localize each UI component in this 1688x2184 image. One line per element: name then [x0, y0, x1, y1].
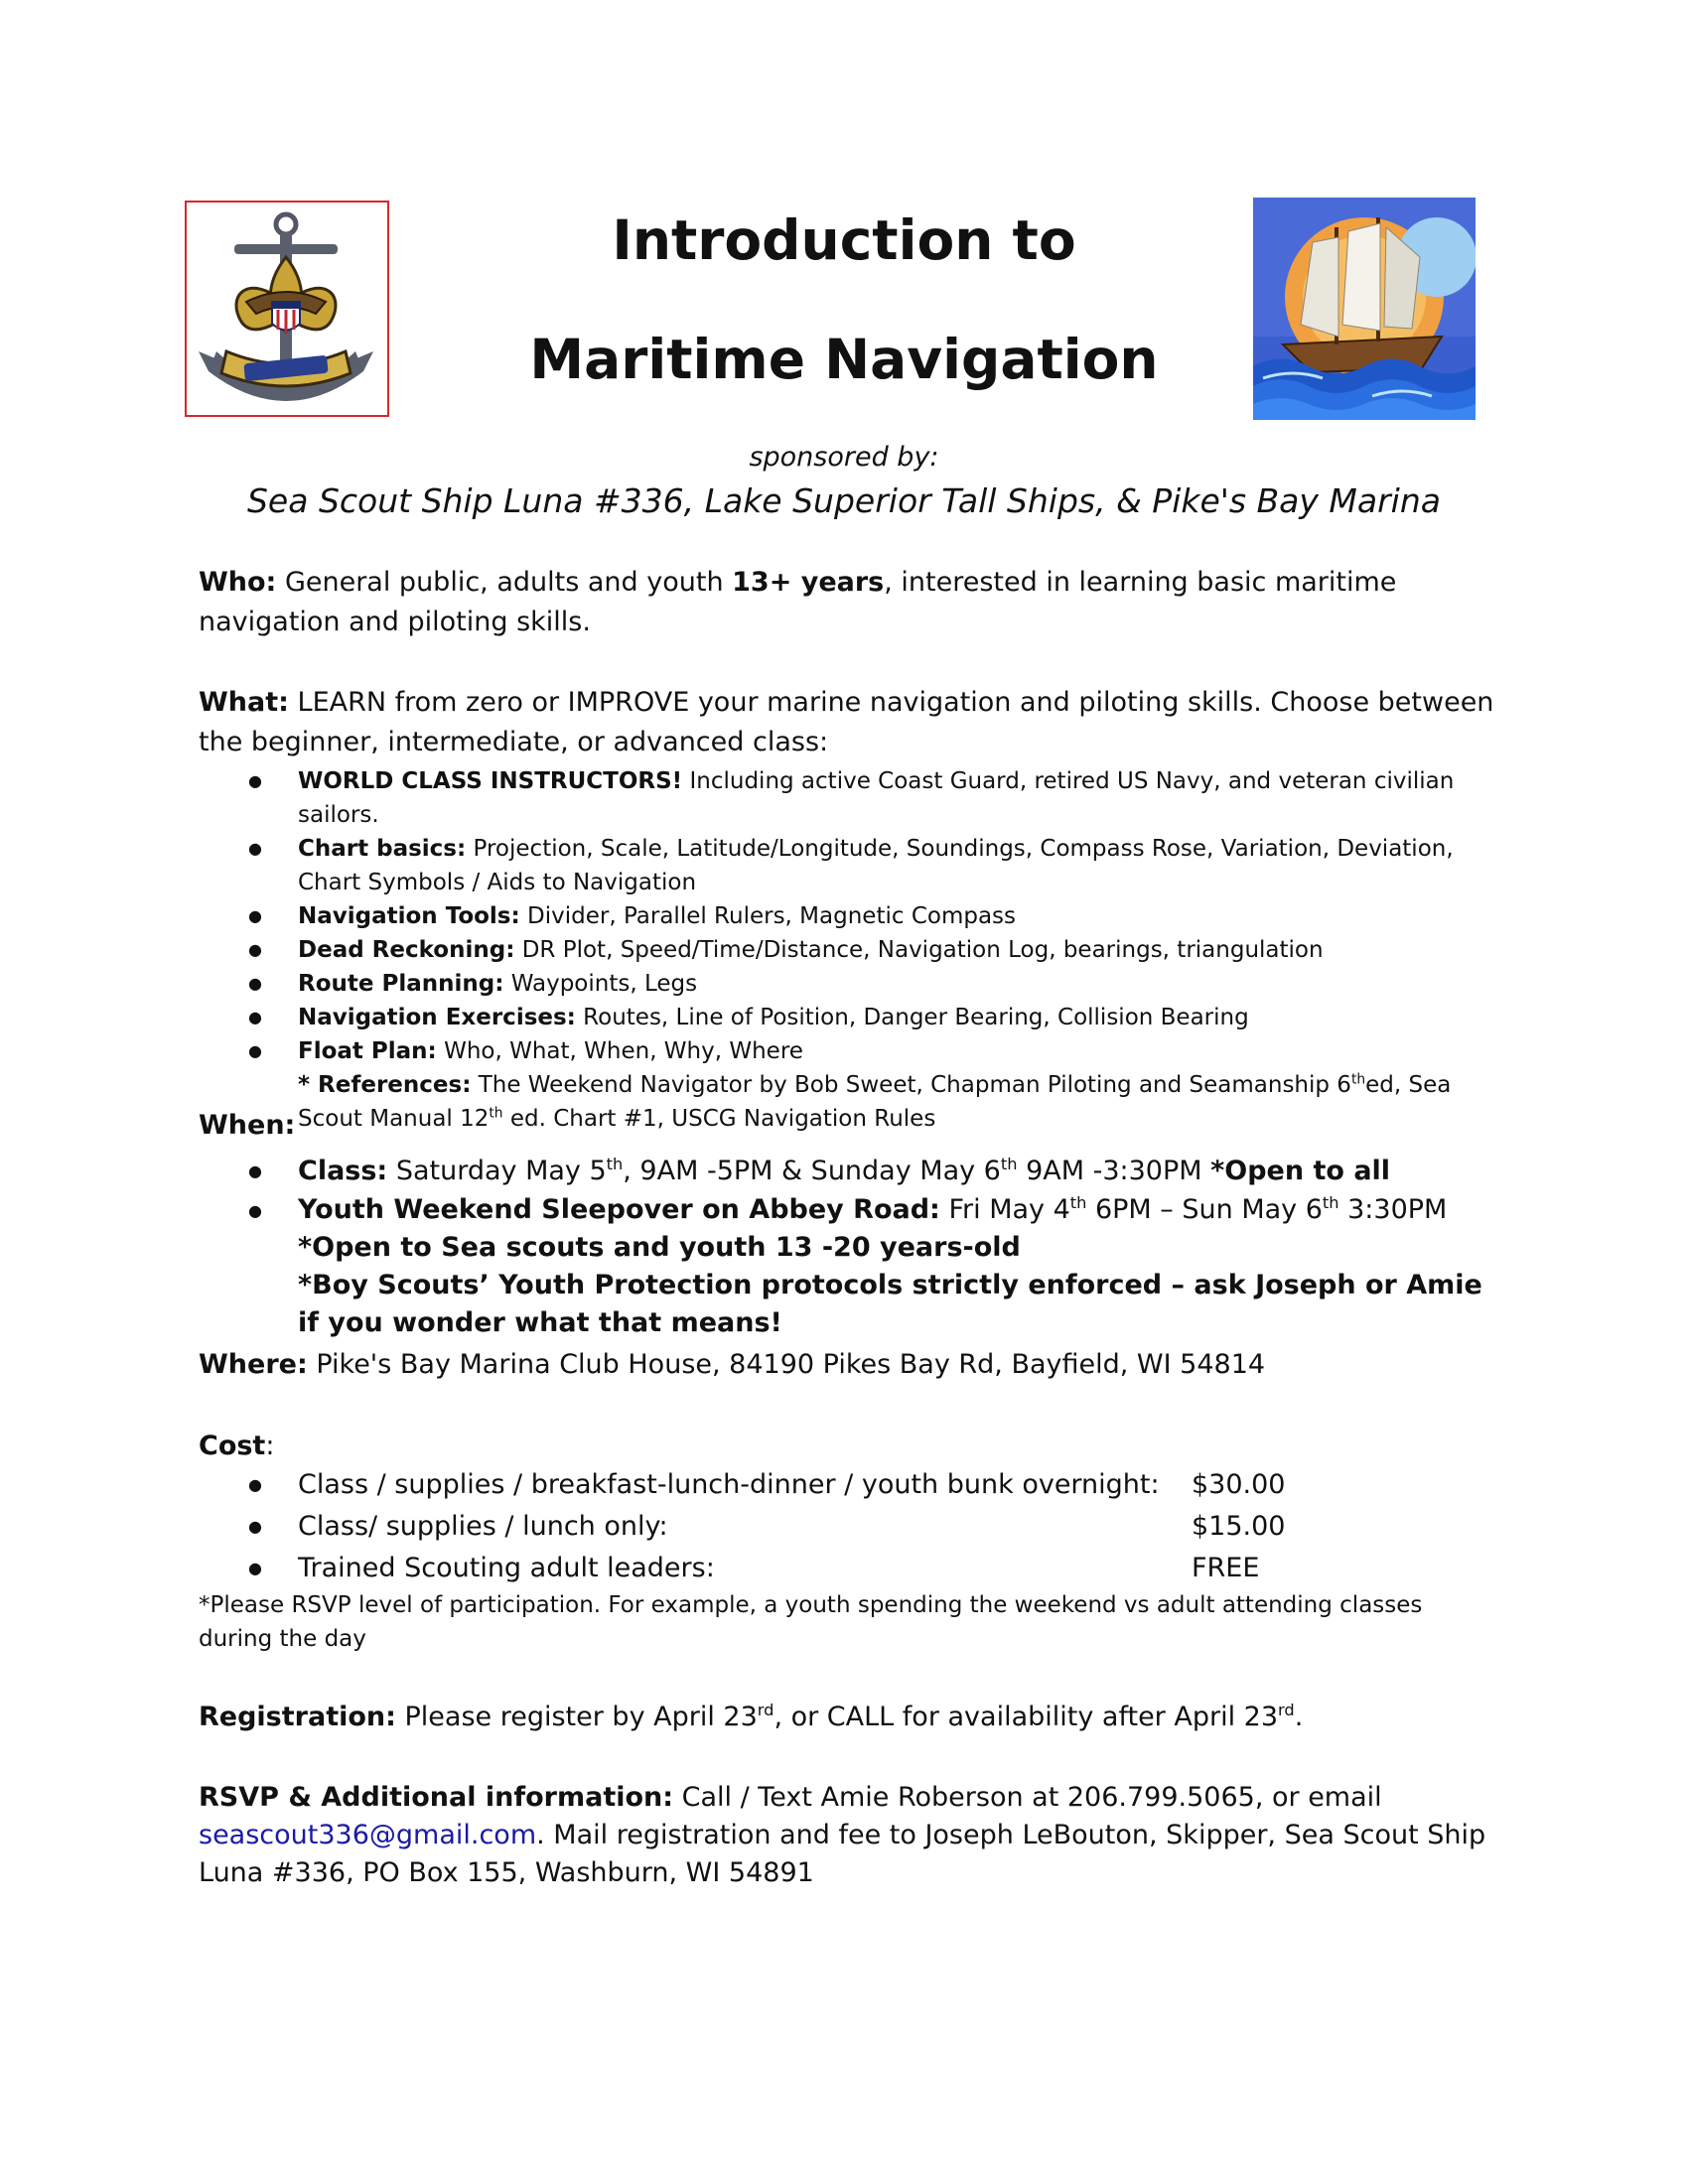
references-item: * References: The Weekend Navigator by Bob Sweet, Chapman Piloting and Seamanship 6thed, Sea Scout Manual 12th ed. Chart #1, USCG Navigation Rules: [298, 1071, 1452, 1132]
rsvp-label: RSVP & Additional information:: [199, 1782, 674, 1813]
cost-row: ● Class / supplies / breakfast-lunch-dinner / youth bunk overnight: $30.00: [248, 1464, 1291, 1506]
what-list: [248, 764, 1499, 1136]
when-list: [248, 1152, 1499, 1342]
where-section: Where: Pike's Bay Marina Club House, 84190 Pikes Bay Rd, Bayfield, WI 54814: [199, 1349, 1266, 1380]
sleepover-item: ● Youth Weekend Sleepover on Abbey Road: Fri May 4th 6PM – Sun May 6th 3:30PM *Open to Sea scouts and youth 13 -20 years-old *Boy Scouts’ Youth Protection protocols strictly enforced – ask Joseph or Amie if you wonder what that means!: [248, 1191, 1499, 1342]
list-item: ● Dead Reckoning: DR Plot, Speed/Time/Distance, Navigation Log, bearings, triangulation: [248, 933, 1499, 967]
who-label: Who:: [199, 567, 277, 598]
registration-label: Registration:: [199, 1702, 396, 1732]
list-item: ● WORLD CLASS INSTRUCTORS! Including active Coast Guard, retired US Navy, and veteran civilian sailors.: [248, 764, 1499, 832]
who-section: Who: General public, adults and youth 13+ years, interested in learning basic maritime navigation and piloting skills.: [199, 567, 1397, 637]
list-item: ● Float Plan: Who, What, When, Why, Where: [248, 1034, 1499, 1068]
title-line-2: Maritime Navigation: [529, 328, 1159, 391]
list-item: ● Chart basics: Projection, Scale, Latitude/Longitude, Soundings, Compass Rose, Variation, Deviation, Chart Symbols / Aids to Navigation: [248, 832, 1499, 899]
what-label: What:: [199, 687, 289, 718]
cost-row: ● Trained Scouting adult leaders: FREE: [248, 1548, 1291, 1589]
title-line-1: Introduction to: [612, 208, 1076, 272]
sponsored-label: sponsored by:: [749, 442, 939, 473]
class-item: ● Class: Saturday May 5th, 9AM -5PM & Sunday May 6th 9AM -3:30PM *Open to all: [248, 1152, 1499, 1191]
cost-amount: $15.00: [1192, 1511, 1286, 1542]
cost-label: Cost: [199, 1431, 266, 1461]
email-link[interactable]: seascout336@gmail.com: [199, 1820, 537, 1850]
where-label: Where:: [199, 1349, 308, 1380]
when-section: [199, 1106, 1499, 1146]
cost-note: *Please RSVP level of participation. For example, a youth spending the weekend vs adult attending classes during the day: [199, 1592, 1423, 1652]
cost-row: ● Class/ supplies / lunch only: $15.00: [248, 1506, 1291, 1548]
list-item: ● Navigation Exercises: Routes, Line of Position, Danger Bearing, Collision Bearing: [248, 1001, 1499, 1034]
registration-section: Registration: Please register by April 23rd, or CALL for availability after April 23rd.: [199, 1701, 1304, 1732]
when-label: When:: [199, 1110, 296, 1141]
cost-list: [248, 1464, 1291, 1589]
what-section: What: LEARN from zero or IMPROVE your marine navigation and piloting skills. Choose between the beginner, intermediate, or advanced class:: [199, 687, 1494, 757]
sponsors-line: Sea Scout Ship Luna #336, Lake Superior Tall Ships, & Pike's Bay Marina: [246, 481, 1441, 520]
cost-amount: $30.00: [1192, 1469, 1286, 1500]
cost-section: Cost:: [199, 1431, 275, 1461]
list-item: ● Navigation Tools: Divider, Parallel Rulers, Magnetic Compass: [248, 899, 1499, 933]
cost-amount: FREE: [1192, 1553, 1260, 1583]
rsvp-section: RSVP & Additional information: Call / Text Amie Roberson at 206.799.5065, or email seascout336@gmail.com. Mail registration and fee to Joseph LeBouton, Skipper, Sea Scout Ship Luna #336, PO Box 155, Washburn, WI 54891: [199, 1782, 1486, 1888]
list-item: ● Route Planning: Waypoints, Legs: [248, 967, 1499, 1001]
